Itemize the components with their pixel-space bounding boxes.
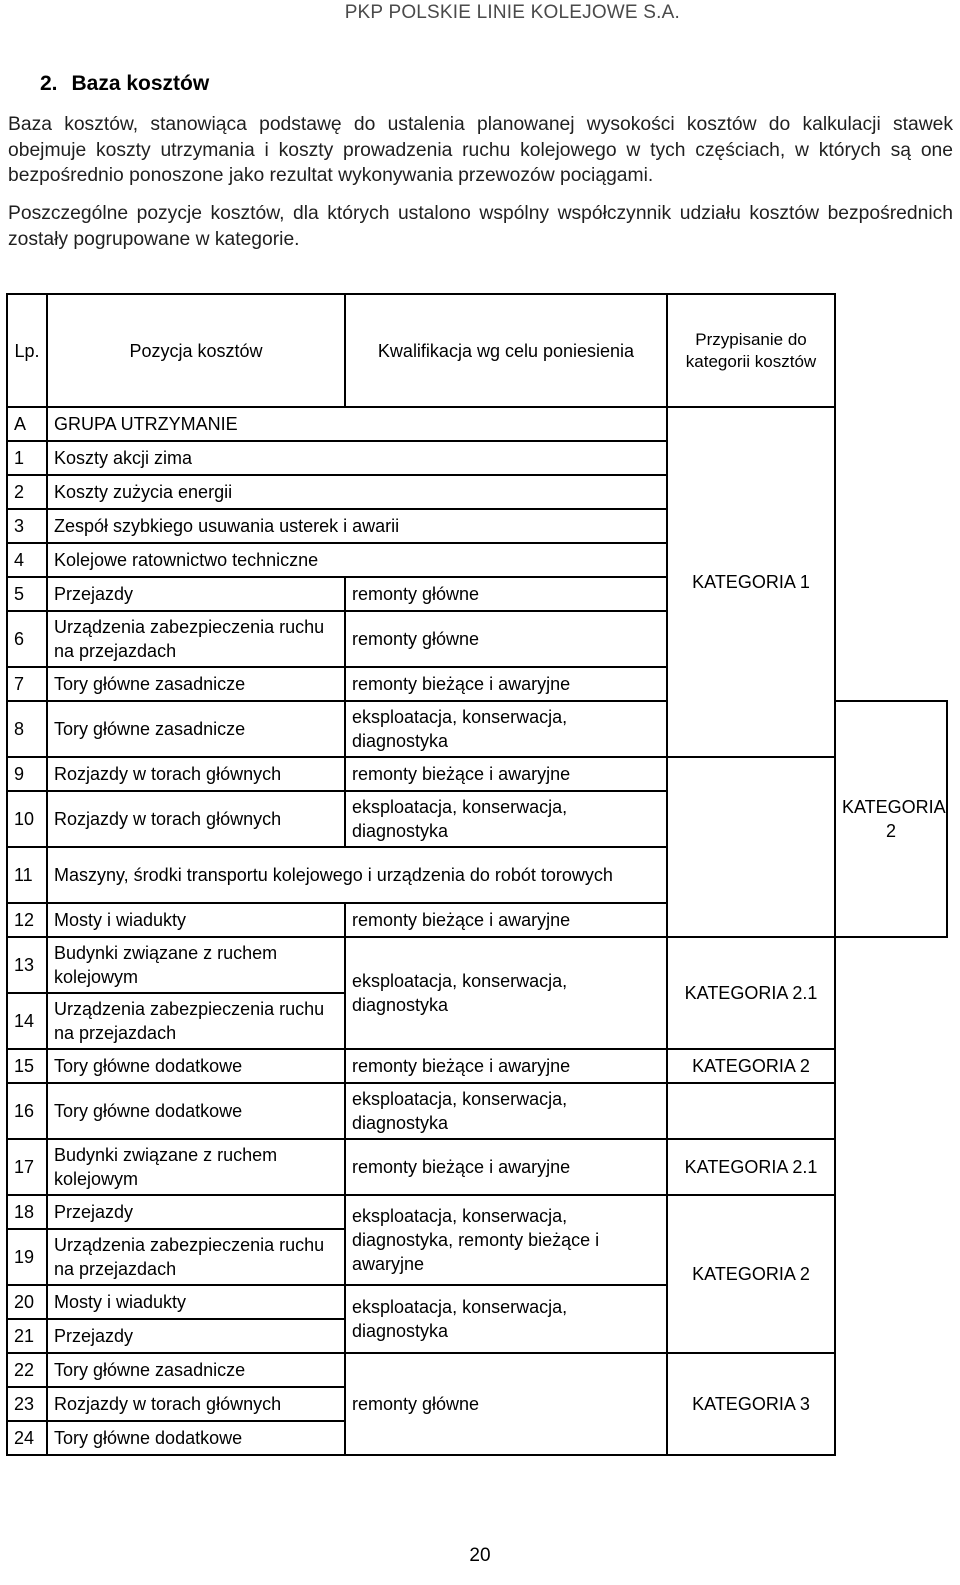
row-position: Tory główne dodatkowe <box>47 1421 345 1455</box>
table-row <box>7 1195 947 1229</box>
row-lp: 15 <box>7 1049 47 1083</box>
row-position: Budynki związane z ruchem kolejowym <box>47 1139 345 1195</box>
row-position: Tory główne zasadnicze <box>47 701 345 757</box>
category-cell: KATEGORIA 1 <box>667 407 835 757</box>
section-number: 2. <box>40 72 58 95</box>
category-cell: KATEGORIA 2 <box>667 1195 835 1353</box>
section-title: Baza kosztów <box>71 72 210 95</box>
group-lp: A <box>7 407 47 441</box>
category-cell: KATEGORIA 2 <box>835 701 947 937</box>
row-qualification: remonty bieżące i awaryjne <box>345 1049 667 1083</box>
row-lp: 22 <box>7 1353 47 1387</box>
row-qualification: eksploatacja, konserwacja, diagnostyka <box>345 937 667 1049</box>
row-position: Tory główne dodatkowe <box>47 1083 345 1139</box>
table-row <box>7 903 947 937</box>
paragraph-intro: Baza kosztów, stanowiąca podstawę do ustalenia planowanej wysokości kosztów do kalkulacji stawek obejmuje koszty utrzymania i koszty prowadzenia ruchu kolejowego w tych częściach, w których są one bezpośrednio ponoszone jako rezultat wykonywania przewozów pociągami. <box>8 114 953 186</box>
category-cell: KATEGORIA 3 <box>667 1353 835 1455</box>
table-row <box>7 937 947 993</box>
row-position: Koszty zużycia energii <box>47 475 667 509</box>
row-position: Mosty i wiadukty <box>47 903 345 937</box>
row-qualification: remonty bieżące i awaryjne <box>345 757 667 791</box>
row-qualification: eksploatacja, konserwacja, diagnostyka <box>345 791 667 847</box>
row-position: Mosty i wiadukty <box>47 1285 345 1319</box>
row-lp: 13 <box>7 937 47 993</box>
row-lp: 14 <box>7 993 47 1049</box>
table-row <box>7 1049 947 1083</box>
table-row <box>7 791 947 847</box>
row-position: Przejazdy <box>47 577 345 611</box>
page-number: 20 <box>469 1545 491 1566</box>
row-lp: 10 <box>7 791 47 847</box>
group-row <box>7 407 947 441</box>
row-lp: 20 <box>7 1285 47 1319</box>
row-lp: 11 <box>7 847 47 903</box>
row-lp: 2 <box>7 475 47 509</box>
row-lp: 7 <box>7 667 47 701</box>
document-header: PKP POLSKIE LINIE KOLEJOWE S.A. <box>344 2 680 23</box>
row-lp: 1 <box>7 441 47 475</box>
category-cell: KATEGORIA 2 <box>667 1049 835 1083</box>
row-position: Maszyny, środki transportu kolejowego i urządzenia do robót torowych <box>47 847 667 903</box>
table-row <box>7 757 947 791</box>
row-position: Budynki związane z ruchem kolejowym <box>47 937 345 993</box>
section-heading <box>40 72 209 96</box>
table-row <box>7 1083 947 1139</box>
row-position: Urządzenia zabezpieczenia ruchu na przejazdach <box>47 993 345 1049</box>
row-lp: 23 <box>7 1387 47 1421</box>
row-qualification: remonty główne <box>345 1353 667 1455</box>
row-lp: 16 <box>7 1083 47 1139</box>
row-lp: 4 <box>7 543 47 577</box>
row-position: Zespół szybkiego usuwania usterek i awarii <box>47 509 667 543</box>
header-position: Pozycja kosztów <box>47 294 345 407</box>
row-qualification: eksploatacja, konserwacja, diagnostyka <box>345 1285 667 1353</box>
category-cell <box>667 1083 835 1139</box>
row-qualification: eksploatacja, konserwacja, diagnostyka <box>345 701 667 757</box>
row-position: Koszty akcji zima <box>47 441 667 475</box>
row-position: Rozjazdy w torach głównych <box>47 1387 345 1421</box>
row-position: Rozjazdy w torach głównych <box>47 757 345 791</box>
row-qualification: eksploatacja, konserwacja, diagnostyka, remonty bieżące i awaryjne <box>345 1195 667 1285</box>
row-lp: 19 <box>7 1229 47 1285</box>
row-lp: 18 <box>7 1195 47 1229</box>
row-qualification: remonty główne <box>345 577 667 611</box>
row-lp: 17 <box>7 1139 47 1195</box>
row-position: Rozjazdy w torach głównych <box>47 791 345 847</box>
category-cell: KATEGORIA 2.1 <box>667 1139 835 1195</box>
row-lp: 6 <box>7 611 47 667</box>
table-row <box>7 1139 947 1195</box>
row-position: Tory główne zasadnicze <box>47 1353 345 1387</box>
paragraph-categories: Poszczególne pozycje kosztów, dla których ustalono wspólny współczynnik udziału kosztów bezpośrednich zostały pogrupowane w kategorie. <box>8 203 953 250</box>
row-position: Urządzenia zabezpieczenia ruchu na przejazdach <box>47 611 345 667</box>
table-row <box>7 847 947 903</box>
table-header-row <box>7 294 947 407</box>
row-qualification: remonty bieżące i awaryjne <box>345 667 667 701</box>
row-position: Kolejowe ratownictwo techniczne <box>47 543 667 577</box>
table-row <box>7 1353 947 1387</box>
row-qualification: remonty główne <box>345 611 667 667</box>
cost-table <box>6 293 948 1456</box>
category-cell: KATEGORIA 2.1 <box>667 937 835 1049</box>
group-label: GRUPA UTRZYMANIE <box>47 407 667 441</box>
row-lp: 8 <box>7 701 47 757</box>
row-qualification: remonty bieżące i awaryjne <box>345 1139 667 1195</box>
row-position: Tory główne zasadnicze <box>47 667 345 701</box>
row-position: Tory główne dodatkowe <box>47 1049 345 1083</box>
row-position: Przejazdy <box>47 1319 345 1353</box>
row-lp: 21 <box>7 1319 47 1353</box>
row-lp: 3 <box>7 509 47 543</box>
row-lp: 5 <box>7 577 47 611</box>
header-lp: Lp. <box>7 294 47 407</box>
row-position: Urządzenia zabezpieczenia ruchu na przejazdach <box>47 1229 345 1285</box>
header-category: Przypisanie do kategorii kosztów <box>667 294 835 407</box>
row-position: Przejazdy <box>47 1195 345 1229</box>
row-lp: 12 <box>7 903 47 937</box>
header-qualification: Kwalifikacja wg celu poniesienia <box>345 294 667 407</box>
row-qualification: remonty bieżące i awaryjne <box>345 903 667 937</box>
row-qualification: eksploatacja, konserwacja, diagnostyka <box>345 1083 667 1139</box>
row-lp: 9 <box>7 757 47 791</box>
row-lp: 24 <box>7 1421 47 1455</box>
